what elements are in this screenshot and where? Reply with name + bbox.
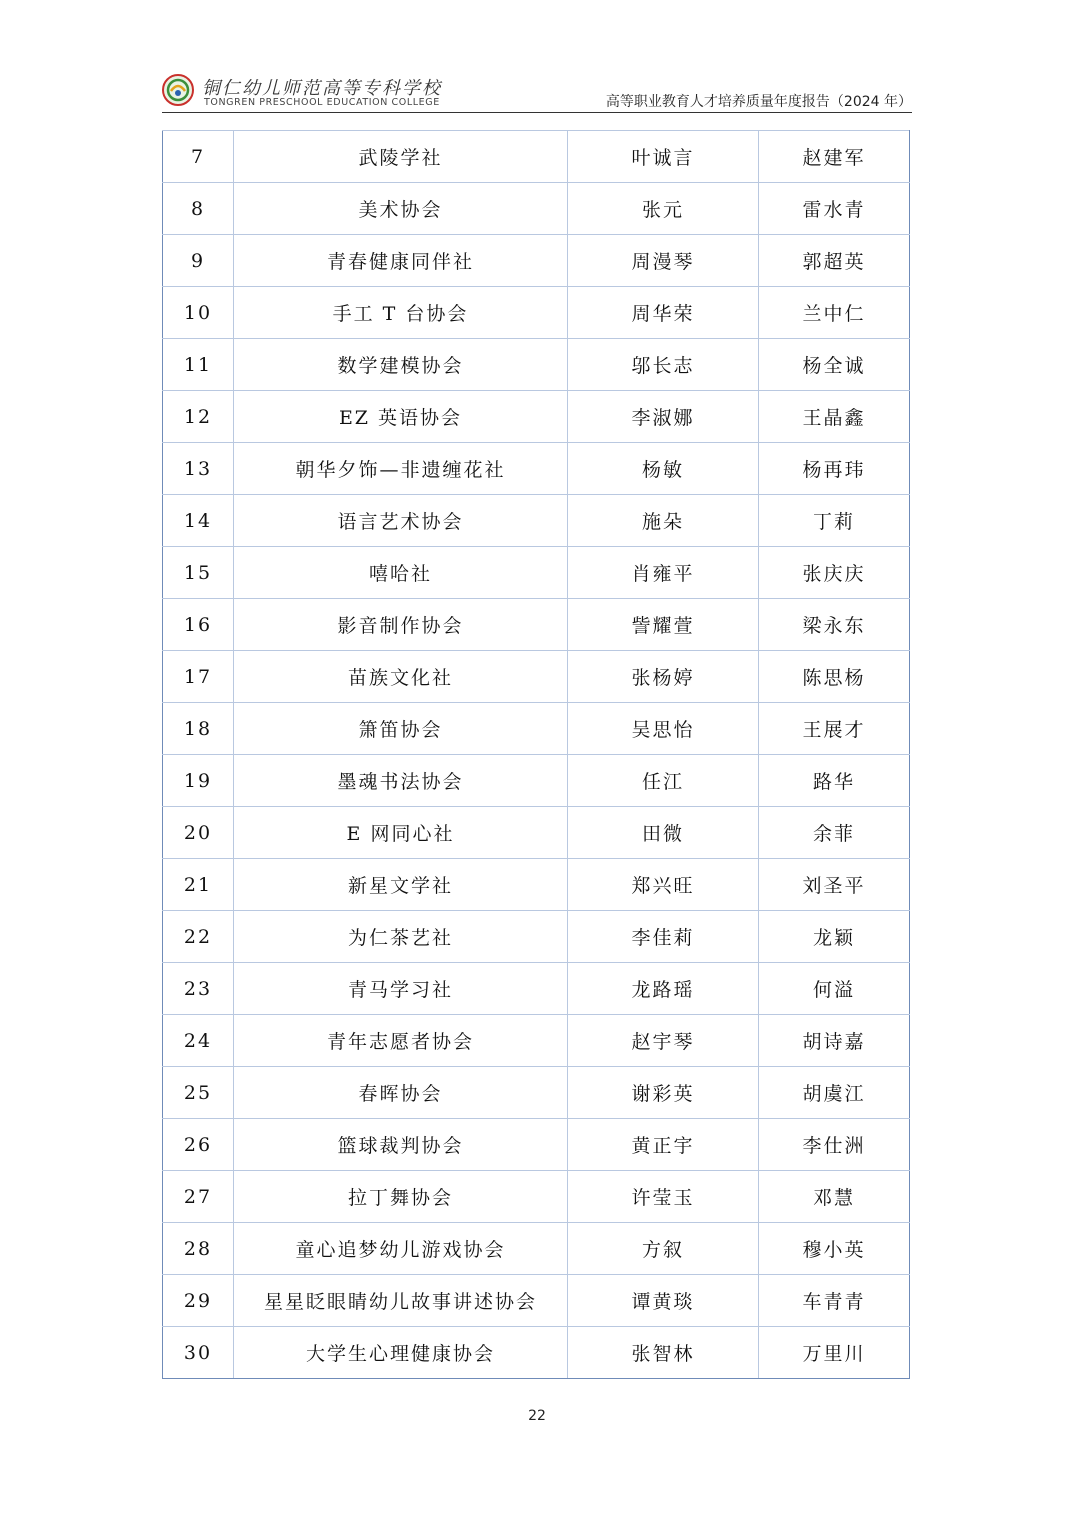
advisor-name: 吴思怡 <box>568 703 759 755</box>
leader-name: 龙颖 <box>759 911 910 963</box>
club-name: 墨魂书法协会 <box>234 755 568 807</box>
report-title: 高等职业教育人才培养质量年度报告（2024 年） <box>605 94 912 110</box>
table-row <box>163 547 910 599</box>
leader-name: 王展才 <box>759 703 910 755</box>
advisor-name: 訾耀萱 <box>568 599 759 651</box>
row-number: 17 <box>163 651 234 703</box>
leader-name: 杨再玮 <box>759 443 910 495</box>
club-table-body <box>163 131 910 1379</box>
leader-name: 邓慧 <box>759 1171 910 1223</box>
club-name: 箫笛协会 <box>234 703 568 755</box>
table-row <box>163 287 910 339</box>
advisor-name: 李佳莉 <box>568 911 759 963</box>
table-row <box>163 651 910 703</box>
club-name: 影音制作协会 <box>234 599 568 651</box>
row-number: 10 <box>163 287 234 339</box>
row-number: 22 <box>163 911 234 963</box>
table-row <box>163 1015 910 1067</box>
table-row <box>163 1119 910 1171</box>
leader-name: 王晶鑫 <box>759 391 910 443</box>
club-name: 新星文学社 <box>234 859 568 911</box>
logo-english-name: TONGREN PRESCHOOL EDUCATION COLLEGE <box>204 97 440 108</box>
page-number: 22 <box>528 1408 546 1424</box>
club-name: 星星眨眼睛幼儿故事讲述协会 <box>234 1275 568 1327</box>
table-row <box>163 131 910 183</box>
advisor-name: 谭黄琰 <box>568 1275 759 1327</box>
row-number: 28 <box>163 1223 234 1275</box>
row-number: 29 <box>163 1275 234 1327</box>
club-name: 武陵学社 <box>234 131 568 183</box>
advisor-name: 龙路瑶 <box>568 963 759 1015</box>
page-header <box>162 72 912 113</box>
advisor-name: 邬长志 <box>568 339 759 391</box>
row-number: 30 <box>163 1327 234 1379</box>
row-number: 24 <box>163 1015 234 1067</box>
advisor-name: 赵宇琴 <box>568 1015 759 1067</box>
advisor-name: 田微 <box>568 807 759 859</box>
row-number: 18 <box>163 703 234 755</box>
row-number: 20 <box>163 807 234 859</box>
leader-name: 胡诗嘉 <box>759 1015 910 1067</box>
logo-chinese-name: 铜仁幼儿师范高等专科学校 <box>202 78 442 99</box>
table-row <box>163 703 910 755</box>
leader-name: 张庆庆 <box>759 547 910 599</box>
table-row <box>163 339 910 391</box>
club-name: 拉丁舞协会 <box>234 1171 568 1223</box>
row-number: 27 <box>163 1171 234 1223</box>
club-name: 春晖协会 <box>234 1067 568 1119</box>
leader-name: 车青青 <box>759 1275 910 1327</box>
advisor-name: 周华荣 <box>568 287 759 339</box>
club-name: 篮球裁判协会 <box>234 1119 568 1171</box>
leader-name: 路华 <box>759 755 910 807</box>
advisor-name: 任江 <box>568 755 759 807</box>
advisor-name: 黄正宇 <box>568 1119 759 1171</box>
leader-name: 丁莉 <box>759 495 910 547</box>
club-name: EZ 英语协会 <box>234 391 568 443</box>
table-row <box>163 495 910 547</box>
advisor-name: 许莹玉 <box>568 1171 759 1223</box>
club-name: 大学生心理健康协会 <box>234 1327 568 1379</box>
table-row <box>163 183 910 235</box>
row-number: 15 <box>163 547 234 599</box>
advisor-name: 方叙 <box>568 1223 759 1275</box>
leader-name: 兰中仁 <box>759 287 910 339</box>
club-name: 青年志愿者协会 <box>234 1015 568 1067</box>
leader-name: 赵建军 <box>759 131 910 183</box>
leader-name: 陈思杨 <box>759 651 910 703</box>
advisor-name: 李淑娜 <box>568 391 759 443</box>
row-number: 12 <box>163 391 234 443</box>
club-name: 青春健康同伴社 <box>234 235 568 287</box>
club-name: 美术协会 <box>234 183 568 235</box>
advisor-name: 杨敏 <box>568 443 759 495</box>
table-row <box>163 807 910 859</box>
advisor-name: 周漫琴 <box>568 235 759 287</box>
table-row <box>163 235 910 287</box>
table-row <box>163 443 910 495</box>
leader-name: 刘圣平 <box>759 859 910 911</box>
row-number: 26 <box>163 1119 234 1171</box>
leader-name: 穆小英 <box>759 1223 910 1275</box>
leader-name: 胡虞江 <box>759 1067 910 1119</box>
table-row <box>163 1223 910 1275</box>
row-number: 14 <box>163 495 234 547</box>
row-number: 8 <box>163 183 234 235</box>
leader-name: 郭超英 <box>759 235 910 287</box>
row-number: 11 <box>163 339 234 391</box>
row-number: 9 <box>163 235 234 287</box>
club-name: 青马学习社 <box>234 963 568 1015</box>
row-number: 21 <box>163 859 234 911</box>
club-name: 苗族文化社 <box>234 651 568 703</box>
advisor-name: 叶诚言 <box>568 131 759 183</box>
leader-name: 梁永东 <box>759 599 910 651</box>
club-name: 童心追梦幼儿游戏协会 <box>234 1223 568 1275</box>
row-number: 7 <box>163 131 234 183</box>
table-row <box>163 1275 910 1327</box>
table-row <box>163 599 910 651</box>
leader-name: 李仕洲 <box>759 1119 910 1171</box>
row-number: 19 <box>163 755 234 807</box>
table-row <box>163 911 910 963</box>
table-row <box>163 963 910 1015</box>
advisor-name: 肖雍平 <box>568 547 759 599</box>
leader-name: 杨全诚 <box>759 339 910 391</box>
advisor-name: 谢彩英 <box>568 1067 759 1119</box>
club-name: 为仁茶艺社 <box>234 911 568 963</box>
club-name: 朝华夕饰—非遗缠花社 <box>234 443 568 495</box>
row-number: 23 <box>163 963 234 1015</box>
row-number: 16 <box>163 599 234 651</box>
table-row <box>163 1067 910 1119</box>
club-table <box>162 130 910 1379</box>
club-name: E 网同心社 <box>234 807 568 859</box>
table-row <box>163 1171 910 1223</box>
club-name: 数学建模协会 <box>234 339 568 391</box>
club-name: 语言艺术协会 <box>234 495 568 547</box>
row-number: 25 <box>163 1067 234 1119</box>
club-name: 手工 T 台协会 <box>234 287 568 339</box>
leader-name: 雷水青 <box>759 183 910 235</box>
table-row <box>163 391 910 443</box>
table-row <box>163 1327 910 1379</box>
table-row <box>163 859 910 911</box>
advisor-name: 郑兴旺 <box>568 859 759 911</box>
leader-name: 何溢 <box>759 963 910 1015</box>
advisor-name: 施朵 <box>568 495 759 547</box>
leader-name: 万里川 <box>759 1327 910 1379</box>
table-row <box>163 755 910 807</box>
row-number: 13 <box>163 443 234 495</box>
advisor-name: 张智林 <box>568 1327 759 1379</box>
advisor-name: 张元 <box>568 183 759 235</box>
advisor-name: 张杨婷 <box>568 651 759 703</box>
college-logo-icon <box>162 74 194 106</box>
leader-name: 余菲 <box>759 807 910 859</box>
club-name: 嘻哈社 <box>234 547 568 599</box>
